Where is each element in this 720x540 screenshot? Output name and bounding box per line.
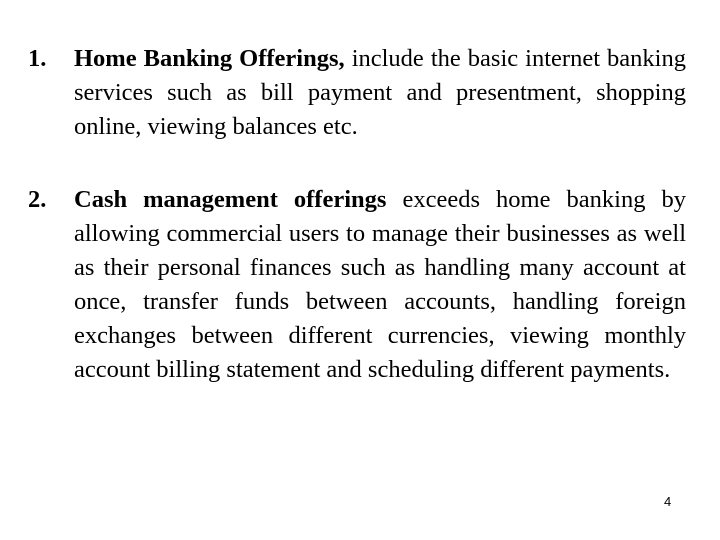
list-item-cash-management	[28, 183, 686, 387]
list-item-heading: Home Banking Offerings,	[74, 45, 345, 72]
list-item-heading: Cash management offerings	[74, 186, 387, 213]
list-item-body: include the basic internet banking services such as bill payment and presentment, shopping online, viewing balances etc.	[74, 45, 686, 140]
list-item-body: exceeds home banking by allowing commercial users to manage their businesses as well as their personal finances such as handling many account at once, transfer funds between accounts, handling foreign exchanges between different currencies, viewing monthly account billing statement and scheduling different payments.	[74, 186, 686, 383]
slide-number: 4	[664, 494, 672, 509]
list-item-number: 2.	[28, 186, 47, 213]
list-item-number: 1.	[28, 45, 47, 72]
list-item-home-banking	[28, 42, 686, 144]
